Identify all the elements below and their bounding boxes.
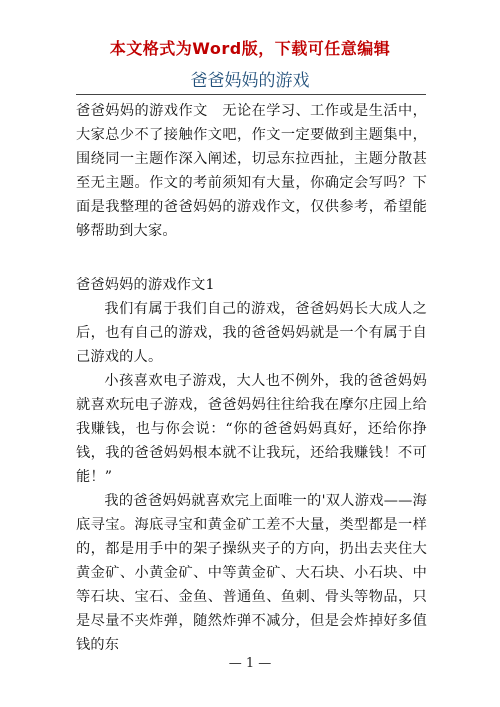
- section-title: 爸爸妈妈的游戏作文1: [76, 277, 215, 293]
- body-paragraph-1: 我们有属于我们自己的游戏，爸爸妈妈长大成人之后，也有自己的游戏，我的爸爸妈妈就是一个有属于自己游戏的人。: [76, 301, 427, 365]
- document-body: [76, 99, 427, 657]
- body-paragraph-3: 我的爸爸妈妈就喜欢完上面唯一的'双人游戏——海底寻宝。海底寻宝和黄金矿工差不大量，类型都是一样的，都是用手中的架子操纵夹子的方向，扔出去夹住大黄金矿、小黄金矿、中等黄金矿、大石块、小石块、中等石块、宝石、金鱼、普通鱼、鱼刺、骨头等物品，只是尽量不夹炸弹，随然炸弹不减分，但是会炸掉好多值钱的东: [76, 493, 427, 653]
- body-paragraph-2: 小孩喜欢电子游戏，大人也不例外，我的爸爸妈妈就喜欢玩电子游戏，爸爸妈妈往往给我在摩尔庄园上给我赚钱，也与你会说：“你的爸爸妈妈真好，还给你挣钱，我的爸爸妈妈根本就不让我玩，还给我赚钱！不可能！”: [76, 373, 427, 485]
- page-number: — 1 —: [228, 656, 272, 671]
- intro-paragraph: 爸爸妈妈的游戏作文 无论在学习、工作或是生活中，大家总少不了接触作文吧，作文一定要做到主题集中，围绕同一主题作深入阐述，切忌东拉西扯，主题分散甚至无主题。作文的考前须知有大量，你确定会写吗？下面是我整理的爸爸妈妈的游戏作文，仅供参考，希望能够帮助到大家。: [76, 103, 427, 239]
- document-title: 爸爸妈妈的游戏: [190, 71, 310, 91]
- download-banner: 本文格式为Word版，下载可任意编辑: [109, 39, 391, 58]
- title-divider: [76, 94, 426, 95]
- paragraph-spacer: [76, 243, 427, 273]
